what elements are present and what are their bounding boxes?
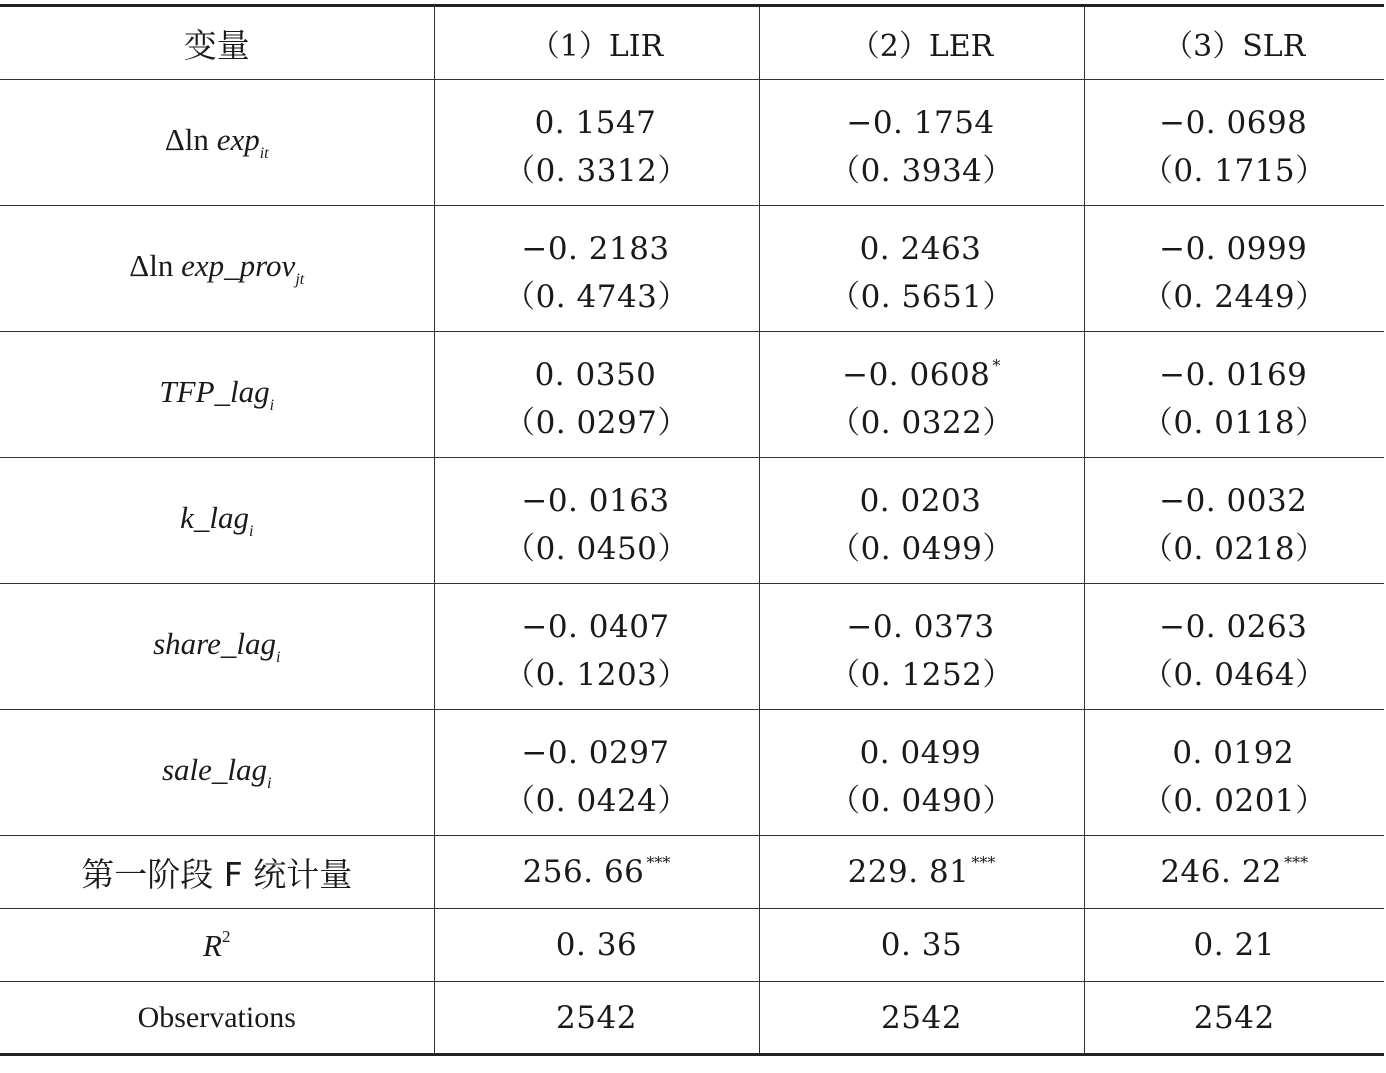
observations-cell: 2542: [434, 982, 759, 1055]
coef-cell: 0. 0499 （0. 0490）: [759, 710, 1084, 836]
coef-cell: 0. 0350 （0. 0297）: [434, 332, 759, 458]
variable-name: sale_lag$_i$: [0, 710, 434, 836]
header-row: [0, 6, 1384, 80]
variable-name: Δln exp_prov$_{jt}$: [0, 206, 434, 332]
coef-cell: −0. 0407 （0. 1203）: [434, 584, 759, 710]
variable-name: TFP_lag$_i$: [0, 332, 434, 458]
table-row: [0, 710, 1384, 836]
table-row: [0, 80, 1384, 206]
header-col-3: （3）SLR: [1084, 6, 1384, 80]
f-stat-cell: 256. 66 ***: [434, 836, 759, 909]
regression-table: [0, 4, 1384, 1056]
variable-name: Δln $\exp_{it}$: [0, 80, 434, 206]
header-col-1: （1）LIR: [434, 6, 759, 80]
table-row: [0, 584, 1384, 710]
f-stat-cell: 229. 81 ***: [759, 836, 1084, 909]
observations-cell: 2542: [759, 982, 1084, 1055]
header-col-2: （2）LER: [759, 6, 1084, 80]
coef-cell: −0. 0263 （0. 0464）: [1084, 584, 1384, 710]
f-stat-label: 第一阶段 F 统计量: [0, 836, 434, 909]
r2-cell: 0. 36: [434, 909, 759, 982]
coef-cell: 0. 0192 （0. 0201）: [1084, 710, 1384, 836]
coef-cell: −0. 0999 （0. 2449）: [1084, 206, 1384, 332]
table-row: [0, 206, 1384, 332]
f-stat-cell: 246. 22 ***: [1084, 836, 1384, 909]
r2-row: [0, 909, 1384, 982]
variable-name: share_lag$_i$: [0, 584, 434, 710]
observations-row: [0, 982, 1384, 1055]
coef-cell: −0. 0297 （0. 0424）: [434, 710, 759, 836]
observations-label: Observations: [0, 982, 434, 1055]
coef-cell: −0. 0032 （0. 0218）: [1084, 458, 1384, 584]
variable-name: k_lag$_i$: [0, 458, 434, 584]
coef-cell: −0. 0608 * （0. 0322）: [759, 332, 1084, 458]
coef-cell: 0. 1547 （0. 3312）: [434, 80, 759, 206]
table-row: [0, 332, 1384, 458]
coef-cell: 0. 0203 （0. 0499）: [759, 458, 1084, 584]
f-stat-row: [0, 836, 1384, 909]
table-row: [0, 458, 1384, 584]
r2-cell: 0. 35: [759, 909, 1084, 982]
r2-cell: 0. 21: [1084, 909, 1384, 982]
coef-cell: −0. 0169 （0. 0118）: [1084, 332, 1384, 458]
coef-cell: −0. 2183 （0. 4743）: [434, 206, 759, 332]
observations-cell: 2542: [1084, 982, 1384, 1055]
coef-cell: −0. 0163 （0. 0450）: [434, 458, 759, 584]
coef-cell: −0. 1754 （0. 3934）: [759, 80, 1084, 206]
header-variable: 变量: [0, 6, 434, 80]
coef-cell: −0. 0698 （0. 1715）: [1084, 80, 1384, 206]
coef-cell: −0. 0373 （0. 1252）: [759, 584, 1084, 710]
r2-label: $R^2$: [0, 909, 434, 982]
coef-cell: 0. 2463 （0. 5651）: [759, 206, 1084, 332]
